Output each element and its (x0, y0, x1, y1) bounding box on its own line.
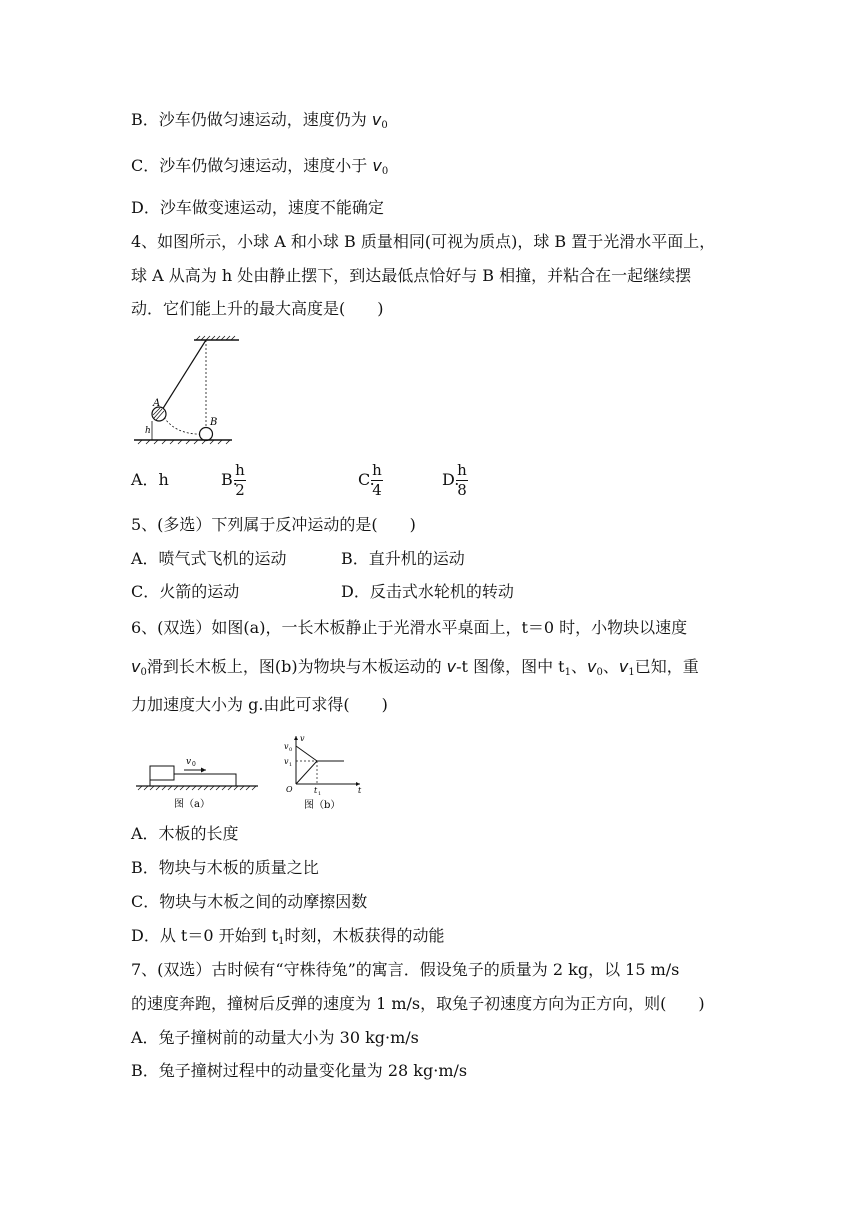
svg-text:0: 0 (289, 747, 293, 753)
q7-stem-line2: 的速度奔跑，撞树后反弹的速度为 1 m/s，取兔子初速度方向为正方向，则( ) (131, 994, 705, 1013)
q6-option-d: D．从 t＝0 开始到 $t_1$时刻，木板获得的动能 (131, 926, 445, 947)
q7-stem-line1: 7、(双选）古时候有“守株待兔”的寓言．假设兔子的质量为 2 kg，以 15 m/s (131, 960, 680, 979)
q5-option-d: D．反击式水轮机的转动 (341, 582, 514, 601)
q4-option-b-fraction: h 2 (235, 461, 245, 499)
vt-graph-figure (282, 732, 372, 812)
svg-text:1: 1 (318, 791, 322, 797)
q6-option-a: A．木板的长度 (131, 824, 239, 843)
q4-option-b-prefix: B. (221, 470, 238, 489)
q4-stem-line1: 4、如图所示，小球 A 和小球 B 质量相同(可视为质点)，球 B 置于光滑水平面上， (131, 232, 716, 251)
fig-b-caption: 图（b） (304, 800, 341, 811)
label-a: A (153, 398, 161, 409)
fig-b-origin: O (286, 785, 293, 794)
q5-option-b: B．直升机的运动 (341, 549, 465, 568)
fig-a-v-label: v (186, 757, 192, 767)
fig-b-axis-t: t (358, 786, 362, 795)
q4-option-c-prefix: C. (358, 470, 375, 489)
q4-option-a: A．h (131, 470, 169, 489)
q4-stem-line2: 球 A 从高为 h 处由静止摆下，到达最低点恰好与 B 相撞，并粘合在一起继续摆 (131, 266, 692, 285)
q6-stem-line2: $v_0$滑到长木板上，图(b)为物块与木板运动的 v-t 图像，图中 $t_1$、$v_0$、$v_1$已知，重 (131, 657, 699, 678)
q3-option-b: B．沙车仍做匀速运动，速度仍为 $v_0$ (131, 110, 388, 131)
q7-option-b: B．兔子撞树过程中的动量变化量为 28 kg·m/s (131, 1061, 468, 1080)
q5-option-c: C．火箭的运动 (131, 582, 240, 601)
q6-option-c: C．物块与木板之间的动摩擦因数 (131, 892, 368, 911)
label-h: h (145, 426, 151, 436)
label-b: B (210, 417, 218, 428)
fig-b-axis-v: v (300, 734, 305, 743)
pendulum-figure (134, 336, 244, 446)
q4-option-d-fraction: h 8 (457, 461, 467, 499)
svg-text:0: 0 (192, 761, 196, 768)
board-block-figure (134, 750, 264, 810)
svg-text:v: v (284, 742, 289, 751)
q6-stem-line1: 6、(双选）如图(a)，一长木板静止于光滑水平桌面上，t＝0 时，小物块以速度 (131, 618, 688, 637)
svg-text:v: v (284, 757, 289, 766)
q7-option-a: A．兔子撞树前的动量大小为 30 kg·m/s (131, 1028, 419, 1047)
q4-stem-line3: 动．它们能上升的最大高度是( ) (131, 299, 384, 318)
q6-option-b: B．物块与木板的质量之比 (131, 858, 319, 877)
q6-stem-line3: 力加速度大小为 g.由此可求得( ) (131, 695, 388, 714)
q5-stem: 5、(多选）下列属于反冲运动的是( ) (131, 515, 416, 534)
ball-b (200, 428, 213, 441)
fig-b-t1: t (314, 786, 318, 795)
svg-text:1: 1 (289, 762, 293, 768)
q3-option-d: D．沙车做变速运动，速度不能确定 (131, 198, 384, 217)
q4-option-c-fraction: h 4 (372, 461, 382, 499)
q5-option-a: A．喷气式飞机的运动 (131, 549, 287, 568)
q4-option-d-prefix: D. (442, 470, 460, 489)
q3-option-c: C．沙车仍做匀速运动，速度小于 $v_0$ (131, 156, 389, 177)
fig-a-caption: 图（a） (174, 799, 210, 810)
